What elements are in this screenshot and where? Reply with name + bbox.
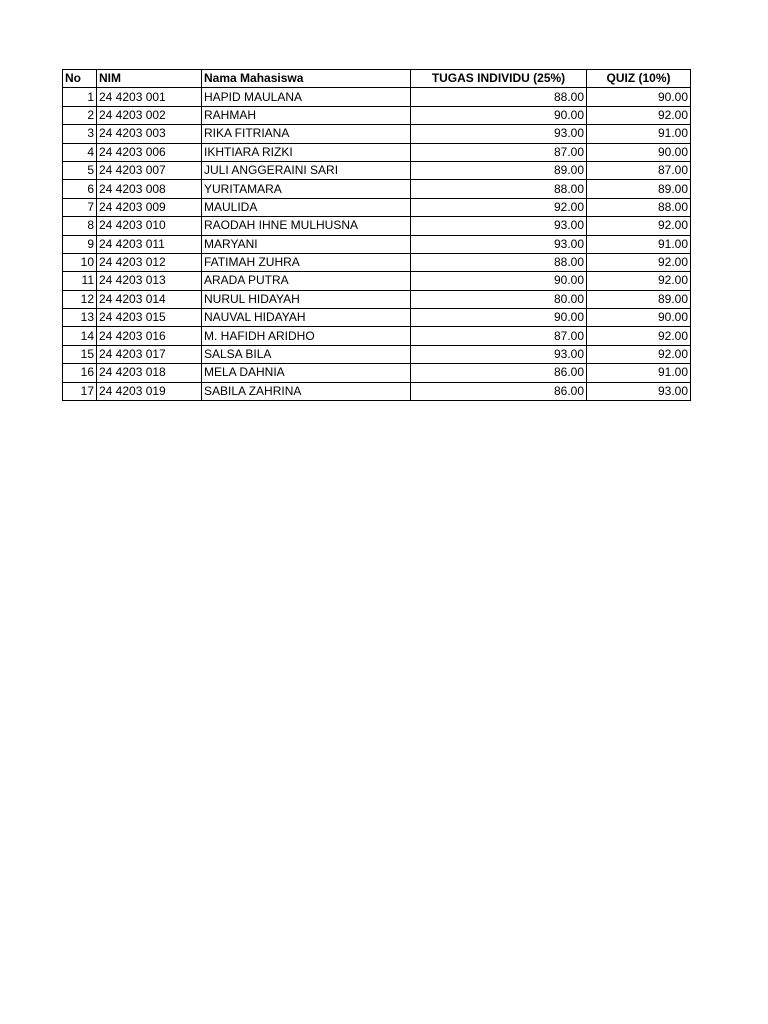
- cell-name: M. HAFIDH ARIDHO: [202, 327, 411, 345]
- table-row: [63, 253, 691, 271]
- header-quiz: QUIZ (10%): [587, 70, 691, 88]
- table-header: [63, 70, 691, 88]
- table-row: [63, 382, 691, 400]
- cell-quiz: 92.00: [587, 327, 691, 345]
- table-row: [63, 198, 691, 216]
- cell-tugas: 93.00: [411, 125, 587, 143]
- header-tugas: TUGAS INDIVIDU (25%): [411, 70, 587, 88]
- cell-nim: 24 4203 019: [97, 382, 202, 400]
- cell-quiz: 91.00: [587, 235, 691, 253]
- cell-tugas: 89.00: [411, 161, 587, 179]
- cell-tugas: 86.00: [411, 382, 587, 400]
- cell-name: SABILA ZAHRINA: [202, 382, 411, 400]
- cell-quiz: 88.00: [587, 198, 691, 216]
- header-nim: NIM: [97, 70, 202, 88]
- cell-nim: 24 4203 008: [97, 180, 202, 198]
- cell-no: 12: [63, 290, 97, 308]
- cell-nim: 24 4203 013: [97, 272, 202, 290]
- cell-quiz: 89.00: [587, 180, 691, 198]
- cell-no: 9: [63, 235, 97, 253]
- cell-tugas: 92.00: [411, 198, 587, 216]
- cell-quiz: 92.00: [587, 253, 691, 271]
- cell-tugas: 80.00: [411, 290, 587, 308]
- table-row: [63, 345, 691, 363]
- cell-tugas: 90.00: [411, 272, 587, 290]
- table-row: [63, 106, 691, 124]
- cell-quiz: 91.00: [587, 125, 691, 143]
- cell-name: MAULIDA: [202, 198, 411, 216]
- cell-name: MARYANI: [202, 235, 411, 253]
- cell-nim: 24 4203 015: [97, 309, 202, 327]
- cell-no: 4: [63, 143, 97, 161]
- table-row: [63, 217, 691, 235]
- cell-quiz: 90.00: [587, 309, 691, 327]
- cell-nim: 24 4203 017: [97, 345, 202, 363]
- cell-name: MELA DAHNIA: [202, 364, 411, 382]
- cell-quiz: 92.00: [587, 106, 691, 124]
- cell-quiz: 93.00: [587, 382, 691, 400]
- cell-quiz: 92.00: [587, 217, 691, 235]
- cell-tugas: 90.00: [411, 106, 587, 124]
- cell-nim: 24 4203 003: [97, 125, 202, 143]
- cell-name: HAPID MAULANA: [202, 88, 411, 106]
- cell-no: 11: [63, 272, 97, 290]
- cell-no: 10: [63, 253, 97, 271]
- cell-quiz: 91.00: [587, 364, 691, 382]
- cell-no: 8: [63, 217, 97, 235]
- cell-tugas: 86.00: [411, 364, 587, 382]
- cell-name: RAHMAH: [202, 106, 411, 124]
- cell-no: 17: [63, 382, 97, 400]
- header-row: [63, 70, 691, 88]
- cell-tugas: 93.00: [411, 235, 587, 253]
- cell-tugas: 88.00: [411, 88, 587, 106]
- cell-nim: 24 4203 007: [97, 161, 202, 179]
- cell-name: RIKA FITRIANA: [202, 125, 411, 143]
- grade-table: [62, 69, 691, 401]
- cell-quiz: 90.00: [587, 88, 691, 106]
- table-row: [63, 180, 691, 198]
- cell-tugas: 93.00: [411, 217, 587, 235]
- header-name: Nama Mahasiswa: [202, 70, 411, 88]
- cell-nim: 24 4203 018: [97, 364, 202, 382]
- cell-name: RAODAH IHNE MULHUSNA: [202, 217, 411, 235]
- table-row: [63, 161, 691, 179]
- table-row: [63, 88, 691, 106]
- cell-nim: 24 4203 009: [97, 198, 202, 216]
- cell-no: 15: [63, 345, 97, 363]
- table-row: [63, 125, 691, 143]
- cell-no: 16: [63, 364, 97, 382]
- cell-tugas: 90.00: [411, 309, 587, 327]
- cell-quiz: 90.00: [587, 143, 691, 161]
- table-row: [63, 290, 691, 308]
- cell-quiz: 92.00: [587, 272, 691, 290]
- table-row: [63, 364, 691, 382]
- cell-no: 5: [63, 161, 97, 179]
- cell-no: 13: [63, 309, 97, 327]
- cell-name: NURUL HIDAYAH: [202, 290, 411, 308]
- cell-no: 7: [63, 198, 97, 216]
- cell-nim: 24 4203 014: [97, 290, 202, 308]
- cell-name: SALSA BILA: [202, 345, 411, 363]
- table-row: [63, 235, 691, 253]
- header-no: No: [63, 70, 97, 88]
- cell-quiz: 89.00: [587, 290, 691, 308]
- table-row: [63, 327, 691, 345]
- cell-nim: 24 4203 010: [97, 217, 202, 235]
- cell-name: ARADA PUTRA: [202, 272, 411, 290]
- table-row: [63, 143, 691, 161]
- cell-nim: 24 4203 016: [97, 327, 202, 345]
- table-row: [63, 309, 691, 327]
- cell-nim: 24 4203 006: [97, 143, 202, 161]
- cell-tugas: 87.00: [411, 327, 587, 345]
- table-body: [63, 88, 691, 401]
- cell-no: 6: [63, 180, 97, 198]
- cell-quiz: 92.00: [587, 345, 691, 363]
- cell-no: 14: [63, 327, 97, 345]
- cell-tugas: 88.00: [411, 180, 587, 198]
- cell-no: 2: [63, 106, 97, 124]
- cell-name: FATIMAH ZUHRA: [202, 253, 411, 271]
- cell-name: YURITAMARA: [202, 180, 411, 198]
- cell-nim: 24 4203 001: [97, 88, 202, 106]
- cell-no: 1: [63, 88, 97, 106]
- cell-nim: 24 4203 011: [97, 235, 202, 253]
- table-row: [63, 272, 691, 290]
- cell-tugas: 93.00: [411, 345, 587, 363]
- cell-tugas: 88.00: [411, 253, 587, 271]
- cell-tugas: 87.00: [411, 143, 587, 161]
- cell-name: NAUVAL HIDAYAH: [202, 309, 411, 327]
- cell-nim: 24 4203 012: [97, 253, 202, 271]
- cell-no: 3: [63, 125, 97, 143]
- cell-quiz: 87.00: [587, 161, 691, 179]
- cell-nim: 24 4203 002: [97, 106, 202, 124]
- cell-name: IKHTIARA RIZKI: [202, 143, 411, 161]
- cell-name: JULI ANGGERAINI SARI: [202, 161, 411, 179]
